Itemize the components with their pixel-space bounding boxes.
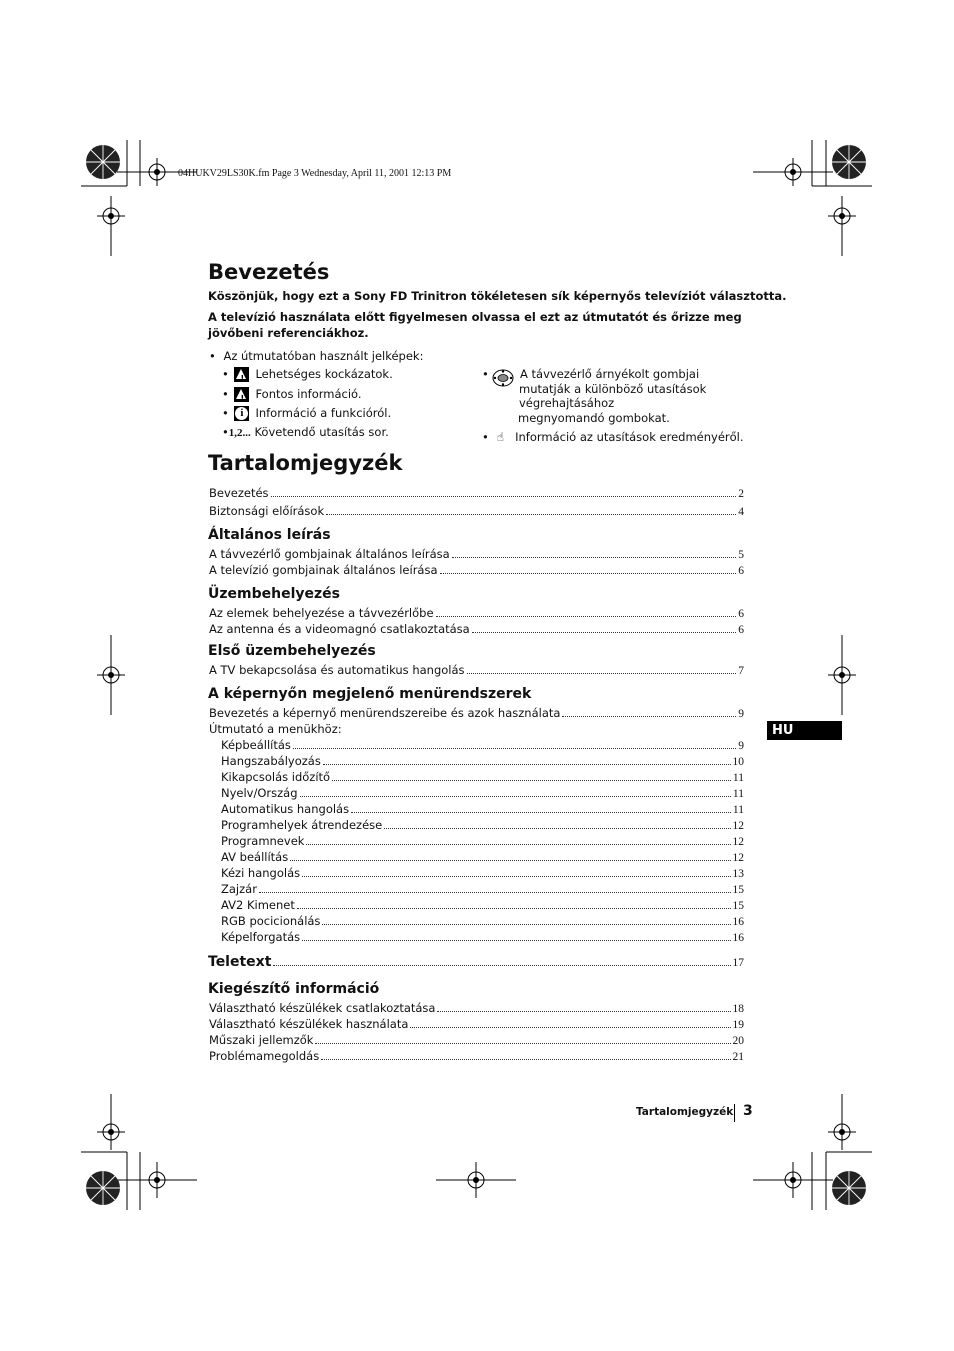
toc-subentry[interactable]: Kikapcsolás időzítő 11 [221,770,744,784]
toc-subentry[interactable]: Hangszabályozás 10 [221,754,744,768]
toc-section-extra: Kiegészítő információ [208,981,380,997]
toc-entry[interactable]: Az antenna és a videomagnó csatlakoztatása 6 [209,622,744,636]
footer-title: Tartalomjegyzék [636,1106,734,1118]
footer-divider [734,1104,735,1122]
toc-entry[interactable]: Problémamegoldás 21 [209,1049,744,1063]
symbol-risk: • ! Lehetséges kockázatok. [222,367,393,383]
toc-subentry[interactable]: Képbeállítás 9 [221,738,744,752]
symbol-steps: •1,2... Követendő utasítás sor. [222,425,389,439]
symbol-important: • ! Fontos információ. [222,387,362,403]
toc-entry[interactable]: Biztonsági előírások 4 [209,504,744,518]
toc-entry[interactable]: A televízió gombjainak általános leírása 6 [209,563,744,577]
intro-read-line2: jövőbeni referenciákhoz. [208,326,369,340]
hand-pointer-icon: ☝ [496,430,505,444]
toc-title: Tartalomjegyzék [208,451,403,475]
intro-read-line1: A televízió használata előtt figyelmesen olvassa el ezt az útmutatót és őrizze meg [208,310,742,324]
toc-entry[interactable]: Bevezetés 2 [209,486,744,500]
toc-subentry[interactable]: AV beállítás 12 [221,850,744,864]
intro-thanks: Köszönjük, hogy ezt a Sony FD Trinitron tökéletesen sík képernyős televíziót választotta. [208,289,787,303]
info-icon: i [234,406,249,421]
toc-entry-teletext[interactable]: Teletext 17 [208,954,744,970]
symbol-result: • ☝ Információ az utasítások eredményéről. [482,430,744,444]
toc-section-menus: A képernyőn megjelenő menürendszerek [208,686,532,702]
symbol-remote-text3: végrehajtásához [519,396,615,410]
toc-subentry[interactable]: Programhelyek átrendezése 12 [221,818,744,832]
toc-entry[interactable]: Az elemek behelyezése a távvezérlőbe 6 [209,606,744,620]
symbol-remote: • [482,367,489,381]
warning-icon: ! [234,387,249,402]
page-number: 3 [743,1103,753,1119]
toc-menu-guide: Útmutató a menükhöz: [209,722,342,736]
symbol-remote-text2: mutatják a különböző utasítások [519,382,707,396]
toc-subentry[interactable]: Képelforgatás 16 [221,930,744,944]
intro-title: Bevezetés [208,260,330,284]
toc-entry[interactable]: Választható készülékek csatlakoztatása 18 [209,1001,744,1015]
toc-entry[interactable]: Választható készülékek használata 19 [209,1017,744,1031]
toc-subentry[interactable]: Nyelv/Ország 11 [221,786,744,800]
toc-section-first-setup: Első üzembehelyezés [208,643,376,659]
toc-entry[interactable]: Műszaki jellemzők 20 [209,1033,744,1047]
symbol-remote-text4: megnyomandó gombokat. [518,411,670,425]
symbol-info: • i Információ a funkcióról. [222,406,392,420]
toc-subentry[interactable]: Automatikus hangolás 11 [221,802,744,816]
toc-section-setup: Üzembehelyezés [208,586,340,602]
warning-icon: ! [234,367,249,382]
toc-subentry[interactable]: RGB pocicionálás 16 [221,914,744,928]
toc-subentry[interactable]: Zajzár 15 [221,882,744,896]
toc-subentry[interactable]: Programnevek 12 [221,834,744,848]
remote-button-icon [491,368,515,388]
toc-entry[interactable]: A távvezérlő gombjainak általános leírása 5 [209,547,744,561]
toc-entry[interactable]: Bevezetés a képernyő menürendszereibe és azok használata 9 [209,706,744,720]
toc-subentry[interactable]: Kézi hangolás 13 [221,866,744,880]
symbol-remote-text1: A távvezérlő árnyékolt gombjai [520,367,700,381]
toc-entry[interactable]: A TV bekapcsolása és automatikus hangolás 7 [209,663,744,677]
file-header-line: 04HUKV29LS30K.fm Page 3 Wednesday, April 11, 2001 12:13 PM [178,168,452,179]
symbols-intro: • Az útmutatóban használt jelképek: [209,349,424,363]
toc-subentry[interactable]: AV2 Kimenet 15 [221,898,744,912]
toc-section-general: Általános leírás [208,527,331,543]
language-tab: HU [767,721,842,740]
